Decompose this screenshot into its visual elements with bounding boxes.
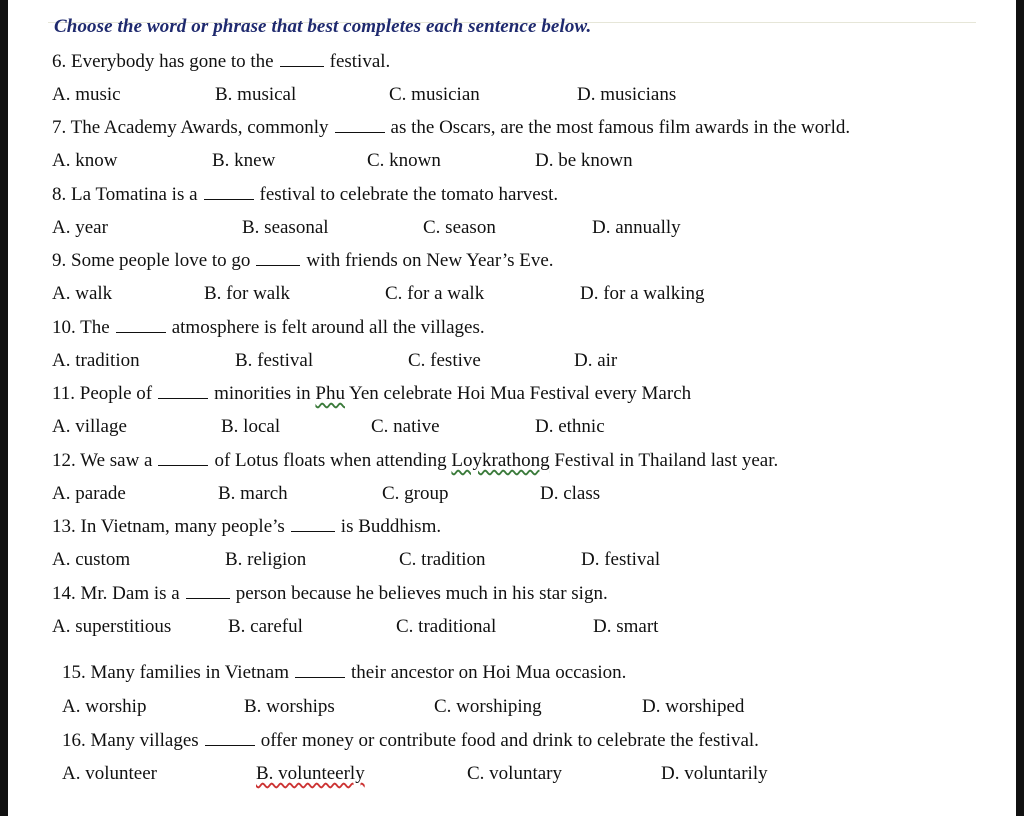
question-14-option-a: A. superstitious <box>52 616 172 637</box>
question-11-option-a: A. village <box>52 416 127 437</box>
question-15-option-d: D. worshiped <box>642 696 745 717</box>
question-9-option-c: C. for a walk <box>385 283 485 304</box>
question-9-option-b: B. for walk <box>204 283 291 304</box>
question-7-option-b: B. knew <box>212 150 276 171</box>
question-15-option-c: C. worshiping <box>434 696 542 717</box>
question-9-option-d: D. for a walking <box>580 283 705 304</box>
question-12-text-end: Festival in Thailand last year. <box>554 450 779 471</box>
question-9 <box>52 250 554 272</box>
question-6-option-d: D. musicians <box>577 84 677 105</box>
question-12-text-after: of Lotus floats when attending <box>214 450 447 471</box>
answer-blank <box>280 52 324 67</box>
question-15-text-after: their ancestor on Hoi Mua occasion. <box>351 662 627 683</box>
question-6 <box>52 51 390 73</box>
question-10-option-b: B. festival <box>235 350 314 371</box>
question-12 <box>52 450 778 472</box>
question-8 <box>52 184 558 206</box>
question-13-text-before: 13. In Vietnam, many people’s <box>52 516 285 537</box>
question-11-text-after: minorities in <box>214 383 311 404</box>
question-16-option-b: B. volunteerly <box>256 763 365 784</box>
question-9-option-a: A. walk <box>52 283 113 304</box>
question-11-text-end: Yen celebrate Hoi Mua Festival every March <box>349 383 692 404</box>
question-6-option-a: A. music <box>52 84 121 105</box>
answer-blank <box>116 318 166 333</box>
answer-blank <box>158 384 208 399</box>
question-11-option-b: B. local <box>221 416 281 437</box>
question-7 <box>52 117 850 139</box>
left-frame-border <box>0 0 8 816</box>
question-8-option-d: D. annually <box>592 217 681 238</box>
question-12-text-before: 12. We saw a <box>52 450 153 471</box>
right-frame-border <box>1016 0 1024 816</box>
worksheet-page <box>8 0 1016 816</box>
question-6-option-c: C. musician <box>389 84 480 105</box>
question-6-text-before: 6. Everybody has gone to the <box>52 51 274 72</box>
question-10-option-a: A. tradition <box>52 350 140 371</box>
question-7-option-a: A. know <box>52 150 118 171</box>
answer-blank <box>186 584 230 599</box>
question-13-option-c: C. tradition <box>399 549 486 570</box>
question-11-underlined-word: Phu <box>315 383 345 404</box>
question-16-text-before: 16. Many villages <box>62 730 199 751</box>
answer-blank <box>158 451 208 466</box>
question-10-text-after: atmosphere is felt around all the villages. <box>171 317 485 338</box>
question-16 <box>62 730 759 752</box>
question-8-option-c: C. season <box>423 217 496 238</box>
question-14-option-b: B. careful <box>228 616 303 637</box>
question-14-text-before: 14. Mr. Dam is a <box>52 583 180 604</box>
question-7-option-d: D. be known <box>535 150 633 171</box>
question-13-option-b: B. religion <box>225 549 307 570</box>
question-10 <box>52 317 485 339</box>
question-8-option-a: A. year <box>52 217 108 238</box>
question-16-option-c: C. voluntary <box>467 763 562 784</box>
question-9-text-before: 9. Some people love to go <box>52 250 251 271</box>
question-6-option-b: B. musical <box>215 84 297 105</box>
question-15-text-before: 15. Many families in Vietnam <box>62 662 289 683</box>
question-12-option-b: B. march <box>218 483 288 504</box>
question-11 <box>52 383 691 405</box>
question-12-option-c: C. group <box>382 483 449 504</box>
question-10-text-before: 10. The <box>52 317 110 338</box>
question-8-text-after: festival to celebrate the tomato harvest. <box>259 184 559 205</box>
question-12-option-a: A. parade <box>52 483 126 504</box>
question-16-text-after: offer money or contribute food and drink to celebrate the festival. <box>260 730 759 751</box>
question-16-option-a: A. volunteer <box>62 763 157 784</box>
question-8-option-b: B. seasonal <box>242 217 329 238</box>
question-6-text-after: festival. <box>329 51 391 72</box>
answer-blank <box>335 118 385 133</box>
question-8-text-before: 8. La Tomatina is a <box>52 184 198 205</box>
question-11-option-d: D. ethnic <box>535 416 605 437</box>
question-12-option-d: D. class <box>540 483 601 504</box>
question-13-option-a: A. custom <box>52 549 131 570</box>
question-12-underlined-word: Loykrathong <box>451 450 550 471</box>
question-11-option-c: C. native <box>371 416 440 437</box>
question-13 <box>52 516 441 538</box>
question-15 <box>62 662 626 684</box>
question-13-text-after: is Buddhism. <box>340 516 442 537</box>
question-14 <box>52 583 608 605</box>
question-11-text-before: 11. People of <box>52 383 153 404</box>
instruction-heading: Choose the word or phrase that best completes each sentence below. <box>54 16 592 37</box>
question-7-text-after: as the Oscars, are the most famous film awards in the world. <box>390 117 851 138</box>
answer-blank <box>291 517 335 532</box>
question-13-option-d: D. festival <box>581 549 661 570</box>
question-14-option-d: D. smart <box>593 616 659 637</box>
question-14-option-c: C. traditional <box>396 616 497 637</box>
question-10-option-d: D. air <box>574 350 618 371</box>
answer-blank <box>256 251 300 266</box>
question-15-option-a: A. worship <box>62 696 147 717</box>
question-7-option-c: C. known <box>367 150 441 171</box>
question-14-text-after: person because he believes much in his star sign. <box>235 583 608 604</box>
answer-blank <box>295 663 345 678</box>
question-15-option-b: B. worships <box>244 696 335 717</box>
answer-blank <box>205 731 255 746</box>
question-16-option-d: D. voluntarily <box>661 763 768 784</box>
question-10-option-c: C. festive <box>408 350 481 371</box>
answer-blank <box>204 185 254 200</box>
question-9-text-after: with friends on New Year’s Eve. <box>306 250 554 271</box>
question-7-text-before: 7. The Academy Awards, commonly <box>52 117 329 138</box>
